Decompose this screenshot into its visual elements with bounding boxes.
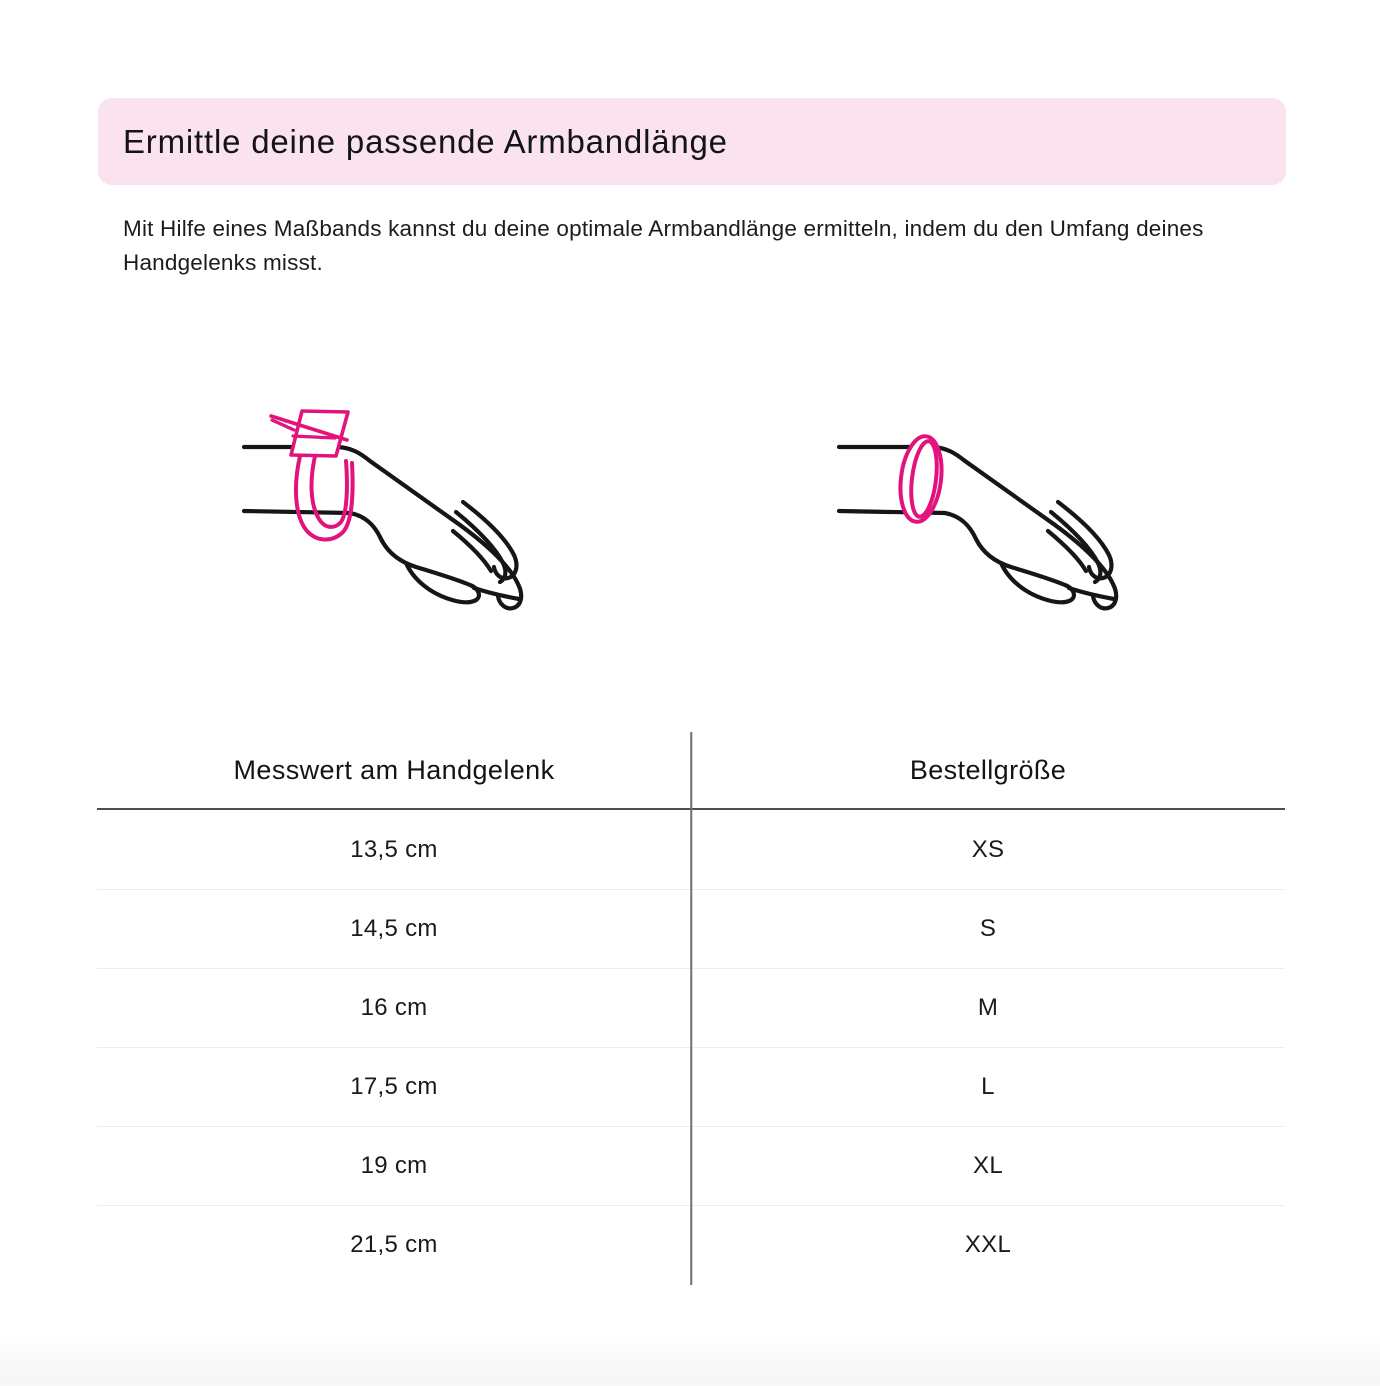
size-cell: S [979,915,997,942]
bottom-shadow [0,1331,1380,1386]
size-cell: XS [971,835,1005,863]
column-header-order-size: Bestellgröße [909,754,1067,785]
measurement-cell: 16 cm [360,994,428,1021]
column-header-measurement: Messwert am Handgelenk [233,754,555,785]
table-row [97,810,1285,889]
measurement-cell: 17,5 cm [350,1073,438,1100]
table-row [97,1047,1285,1126]
page-title: Ermittle deine passende Armbandlänge [123,122,728,160]
size-table-body [97,810,1285,1284]
size-cell: XL [973,1152,1003,1179]
measurement-cell: 13,5 cm [350,835,438,863]
size-cell: XXL [964,1231,1012,1258]
measurement-cell: 14,5 cm [350,915,438,942]
measurement-cell: 19 cm [360,1152,428,1179]
size-table-header-row [97,732,1285,810]
measuring-tape-hand-illustration [238,388,618,620]
table-row [97,889,1285,968]
size-cell: L [981,1073,995,1100]
size-table [97,732,1285,1284]
section-header-banner [98,98,1286,185]
measurement-cell: 21,5 cm [350,1231,438,1258]
size-cell: M [977,994,999,1021]
table-row [97,1205,1285,1284]
table-row [97,968,1285,1047]
table-row [97,1126,1285,1205]
bracelet-hand-illustration [833,388,1213,620]
intro-text: Mit Hilfe eines Maßbands kannst du deine optimale Armbandlänge ermitteln, indem du den Umfang deines Handgelenks misst. [123,216,1204,275]
